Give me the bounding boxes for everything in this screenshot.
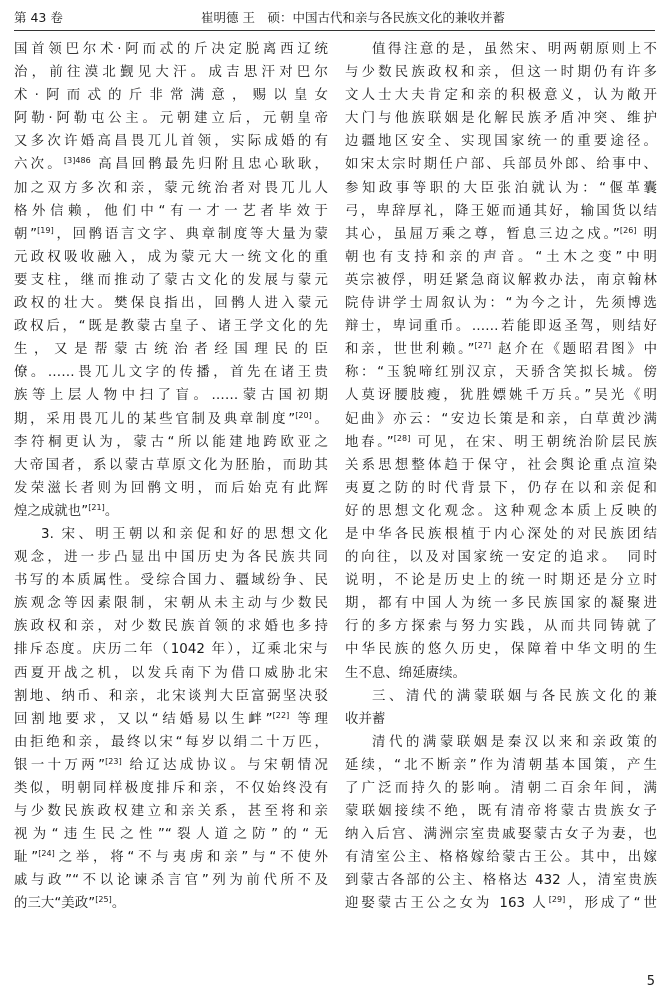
text-line: 辩士，卑词重币。……若能即返圣驾，则结好 [345,319,657,335]
text-line: 发荣滋长者则为回鹘文明，而后始克有此辉 [14,480,328,496]
left-column [14,38,328,916]
text-line: 值得注意的是，虽然宋、明两朝原则上不 [372,42,657,57]
text-line: 三、清代的满蒙联姻与各民族文化的兼 [372,688,657,704]
text-line: 回割地要求，又以“结婚易以生衅”[22] 等理 [14,710,328,727]
text-line: 术·阿而忒的斤非常满意，赐以皇女 [14,88,328,104]
text-line: 与少数民族政权建立和亲关系，甚至将和亲 [14,804,328,820]
text-line: 加之双方多次和亲，蒙元统治者对畏兀儿人 [14,180,328,196]
page-number: 5 [646,974,655,989]
text-line: 僚。……畏兀儿文字的传播，首先在诸王贵 [14,365,328,381]
text-line: 治，前往漠北觐见大汗。成吉思汗对巴尔 [14,65,328,81]
text-line: 文人士大夫肯定和亲的积极意义，认为敞开 [345,88,657,104]
running-header [14,6,655,31]
text-line: 六次。$^{[3]486}$ 高昌回鹘最先归附且忠心耿耿， [14,156,328,173]
text-line: 政权的壮大。樊保良指出，回鹘人进入蒙元 [14,296,328,312]
text-line: 耻”[24]之举，将“不与夷虏和亲”与“不使外 [14,849,328,866]
text-line: 类似，明朝同样极度排斥和亲，不仅始终没有 [14,781,328,796]
text-line: 视为“违生民之性”“裂人道之防”的“无 [14,827,328,843]
text-line: 纳入后宫、满洲宗室贵戚娶蒙古女子为妻，也 [345,827,657,843]
text-line: 了广泛而持久的影响。清朝二百余年间，满 [345,781,657,796]
text-line: 蒙联姻接续不绝，既有清帝将蒙古贵族女子 [345,804,657,820]
text-line: 书写的本质属性。受综合国力、疆域纷争、民 [14,573,328,589]
text-line: 与少数民族政权和亲，但这一时期仍有许多 [345,65,657,81]
text-line: 称：“玉貌啼红别汉京，天骄含笑拟长城。傍 [345,365,657,381]
text-line: 又多次许婚高昌畏兀儿首领，实际成婚的有 [14,134,328,150]
text-line: 西夏开战之机，以发兵南下为借口威胁北宋 [14,665,328,681]
text-line: 中华民族的悠久历史，保障着中华文明的生 [345,642,657,658]
text-line: 政权后，“既是教蒙古皇子、诸王学文化的先 [14,319,328,335]
text-line: 迎娶蒙古王公之女为 163 人[29]，形成了“世 [345,895,657,912]
text-line: 边疆地区安全、实现国家统一的重要途径。 [345,134,657,150]
text-line: 说明，不论是历史上的统一时期还是分立时 [345,573,657,589]
text-line: 割地、纳币、和亲，北宋谈判大臣富弼坚决驳 [14,688,328,704]
text-line: 大帝国者，系以蒙古草原文化为胚胎，而助其 [14,457,328,473]
text-line: 阿勒·阿勒屯公主。元朝建立后，元朝皇帝 [14,111,328,127]
volume-label: 第 43 卷 [14,10,63,25]
text-line: 的向往，以及对国家统一安定的追求。 同时 [345,550,657,566]
text-line: 戚与政”“不以论谏杀言官”列为前代所不及 [14,873,328,889]
text-line: 族政权和亲，对少数民族首领的求婚也多持 [14,619,328,635]
text-line: 好的思想文化观念。这种观念本质上反映的 [345,503,657,519]
text-line: 期，都有中国人为统一多民族国家的凝聚进 [345,596,657,612]
text-line: 地春。”[28] 可见，在宋、明王朝统治阶层民族 [345,433,657,450]
text-line: 如宋太宗时期任户部、兵部员外郎、给事中、 [345,157,657,173]
text-line: 其心，虽屈万乘之尊，暂息三边之戍。”[26] 明 [345,225,657,242]
text-line: 李符桐更认为，蒙古“所以能建地跨欧亚之 [14,434,328,450]
text-line: 银一十万两”[23] 给辽达成协议。与宋朝情况 [14,756,328,773]
text-line: 国首领巴尔术·阿而忒的斤决定脱离西辽统 [14,42,328,57]
text-line: 人莫讶腰肢瘦，犹胜嫖姚千万兵。”吴光《明 [345,388,657,404]
text-line: 观念，进一步凸显出中国历史为各民族共同 [14,550,328,566]
text-line: 和亲，世世利赖。”[27] 赵介在《题昭君图》中 [345,341,657,358]
text-line: 大门与他族联姻是化解民族矛盾冲突、维护 [345,111,657,127]
text-line: 朝也有支持和亲的声音。“土木之变”中明 [345,249,657,265]
text-line: 夷夏之防的时代背景下，仍存在以和亲促和 [345,480,657,496]
text-line: 弓，卑辞厚礼，降王姬而通其好，输国货以结 [345,203,657,219]
text-line: 妃曲》亦云：“安边长策是和亲，白草黄沙满 [345,411,657,427]
text-line: 有清室公主、格格嫁给蒙古王公。其中，出嫁 [345,850,657,866]
text-line: 是中华各民族根植于内心深处的对民族团结 [345,526,657,542]
text-line: 格外信赖，他们中“有一才一艺者毕效于 [14,203,328,219]
right-column [345,38,657,916]
text-line: 族观念等因素限制，宋朝从未主动与少数民 [14,596,328,612]
text-line: 延续，“北不断亲”作为清朝基本国策，产生 [345,757,657,773]
text-line: 要支柱，继而推动了蒙古文化的发展与蒙元 [14,272,328,288]
text-line: 英宗被俘，明廷紧急商议解救办法，南京翰林 [345,272,657,288]
text-line: 排斥态度。庆历二年（1042 年），辽乘北宋与 [14,642,328,658]
text-line: 3. 宋、明王朝以和亲促和好的思想文化 [41,526,328,542]
text-line: 由拒绝和亲，最终以宋“每岁以绢二十万匹， [14,734,328,750]
text-line: 收并蓄 [345,711,386,727]
text-line: 朝”[19]，回鹘语言文字、典章制度等大量为蒙 [14,225,328,242]
running-title: 崔明德 王 硕：中国古代和亲与各民族文化的兼收并蓄 [201,10,505,25]
text-line: 院侍讲学士周叙认为：“为今之计，先须博选 [345,296,657,312]
text-line: 关系思想整体趋于保守，社会舆论重点渲染 [345,457,657,473]
text-line: 参知政事等职的大臣张泊就认为：“偃革囊 [345,180,657,196]
text-line: 生不息、绵延赓续。 [345,665,466,681]
text-line: 煌之成就也”[21]。 [14,502,119,519]
text-line: 族等上层人物中扫了盲。……蒙古国初期 [14,388,328,404]
text-line: 元政权吸收融入，成为蒙元大一统文化的重 [14,249,328,265]
text-line: 清代的满蒙联姻是秦汉以来和亲政策的 [372,734,657,750]
text-line: 的三大“美政”[25]。 [14,895,126,912]
text-line: 期，采用畏兀儿的某些官制及典章制度”[20]。 [14,410,328,427]
text-line: 行的多方探索与努力实践，从而共同铸就了 [345,619,657,635]
text-line: 到蒙古各部的公主、格格达 432 人，清室贵族 [345,873,657,889]
text-line: 生，又是帮蒙古统治者经国理民的臣 [14,342,328,358]
